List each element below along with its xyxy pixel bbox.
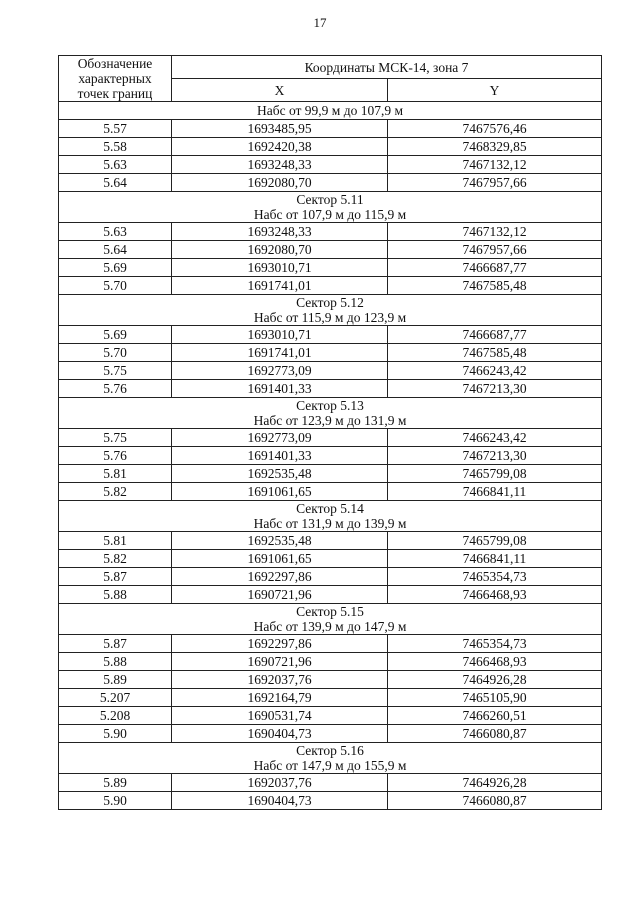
x-coordinate-cell: 1692037,76 xyxy=(172,774,388,792)
section-header-cell xyxy=(59,192,602,223)
section-header-row xyxy=(59,604,602,635)
x-coordinate-cell: 1691741,01 xyxy=(172,344,388,362)
y-coordinate-cell: 7466468,93 xyxy=(388,586,602,604)
coordinates-table xyxy=(58,55,602,810)
height-range: Набс от 99,9 м до 107,9 м xyxy=(256,103,404,118)
point-cell: 5.87 xyxy=(59,568,172,586)
point-cell: 5.89 xyxy=(59,671,172,689)
table-row xyxy=(59,447,602,465)
x-coordinate-cell: 1690531,74 xyxy=(172,707,388,725)
x-coordinate-cell: 1693485,95 xyxy=(172,120,388,138)
point-cell: 5.75 xyxy=(59,362,172,380)
point-cell: 5.87 xyxy=(59,635,172,653)
point-cell: 5.88 xyxy=(59,586,172,604)
y-coordinate-cell: 7467957,66 xyxy=(388,241,602,259)
y-coordinate-cell: 7466687,77 xyxy=(388,326,602,344)
table-row xyxy=(59,362,602,380)
y-coordinate-cell: 7464926,28 xyxy=(388,774,602,792)
sector-title: Сектор 5.13 xyxy=(296,398,364,413)
point-cell: 5.75 xyxy=(59,429,172,447)
x-coordinate-cell: 1692080,70 xyxy=(172,241,388,259)
y-column-header: Y xyxy=(388,79,602,102)
y-coordinate-cell: 7466260,51 xyxy=(388,707,602,725)
x-coordinate-cell: 1690404,73 xyxy=(172,725,388,743)
table-row xyxy=(59,725,602,743)
y-coordinate-cell: 7467213,30 xyxy=(388,447,602,465)
point-cell: 5.70 xyxy=(59,277,172,295)
x-coordinate-cell: 1692297,86 xyxy=(172,635,388,653)
table-row xyxy=(59,241,602,259)
section-header-cell xyxy=(59,501,602,532)
y-coordinate-cell: 7465354,73 xyxy=(388,568,602,586)
point-cell: 5.58 xyxy=(59,138,172,156)
table-body xyxy=(59,102,602,810)
x-coordinate-cell: 1691401,33 xyxy=(172,447,388,465)
x-coordinate-cell: 1692037,76 xyxy=(172,671,388,689)
sector-title: Сектор 5.15 xyxy=(296,604,364,619)
x-coordinate-cell: 1691061,65 xyxy=(172,550,388,568)
point-cell: 5.69 xyxy=(59,259,172,277)
y-coordinate-cell: 7466841,11 xyxy=(388,483,602,501)
point-cell: 5.70 xyxy=(59,344,172,362)
y-coordinate-cell: 7466080,87 xyxy=(388,725,602,743)
y-coordinate-cell: 7466468,93 xyxy=(388,653,602,671)
point-cell: 5.89 xyxy=(59,774,172,792)
point-cell: 5.64 xyxy=(59,174,172,192)
x-coordinate-cell: 1693248,33 xyxy=(172,156,388,174)
x-coordinate-cell: 1692297,86 xyxy=(172,568,388,586)
y-coordinate-cell: 7466243,42 xyxy=(388,362,602,380)
y-coordinate-cell: 7467576,46 xyxy=(388,120,602,138)
section-header-row xyxy=(59,102,602,120)
point-cell: 5.81 xyxy=(59,465,172,483)
section-header-row xyxy=(59,398,602,429)
sector-title: Сектор 5.14 xyxy=(296,501,364,516)
y-coordinate-cell: 7468329,85 xyxy=(388,138,602,156)
sector-title: Сектор 5.11 xyxy=(296,192,364,207)
point-cell: 5.82 xyxy=(59,550,172,568)
y-coordinate-cell: 7465799,08 xyxy=(388,465,602,483)
table-row xyxy=(59,653,602,671)
x-coordinate-cell: 1693010,71 xyxy=(172,326,388,344)
table-row xyxy=(59,465,602,483)
x-coordinate-cell: 1693248,33 xyxy=(172,223,388,241)
x-coordinate-cell: 1692420,38 xyxy=(172,138,388,156)
sector-title: Сектор 5.16 xyxy=(296,743,364,758)
point-cell: 5.208 xyxy=(59,707,172,725)
table-row xyxy=(59,120,602,138)
section-header-row xyxy=(59,295,602,326)
point-cell: 5.63 xyxy=(59,223,172,241)
point-cell: 5.82 xyxy=(59,483,172,501)
table-row xyxy=(59,568,602,586)
point-column-header: Обозначение характерных точек границ xyxy=(59,56,172,102)
table-row xyxy=(59,671,602,689)
point-cell: 5.57 xyxy=(59,120,172,138)
table-row xyxy=(59,429,602,447)
table-row xyxy=(59,707,602,725)
table-row xyxy=(59,326,602,344)
page-number: 17 xyxy=(313,15,327,30)
y-coordinate-cell: 7467132,12 xyxy=(388,223,602,241)
section-header-cell xyxy=(59,398,602,429)
x-coordinate-cell: 1692164,79 xyxy=(172,689,388,707)
table-row xyxy=(59,277,602,295)
point-cell: 5.76 xyxy=(59,380,172,398)
table-row xyxy=(59,635,602,653)
table-row xyxy=(59,586,602,604)
section-header-cell xyxy=(59,743,602,774)
point-cell: 5.88 xyxy=(59,653,172,671)
x-coordinate-cell: 1692535,48 xyxy=(172,532,388,550)
point-cell: 5.64 xyxy=(59,241,172,259)
x-coordinate-cell: 1690404,73 xyxy=(172,792,388,810)
table-header xyxy=(59,56,602,102)
point-cell: 5.90 xyxy=(59,792,172,810)
x-coordinate-cell: 1693010,71 xyxy=(172,259,388,277)
x-coordinate-cell: 1692080,70 xyxy=(172,174,388,192)
y-coordinate-cell: 7465799,08 xyxy=(388,532,602,550)
table-row xyxy=(59,223,602,241)
height-range: Набс от 131,9 м до 139,9 м xyxy=(253,516,407,531)
x-coordinate-cell: 1692535,48 xyxy=(172,465,388,483)
table-row xyxy=(59,174,602,192)
section-header-row xyxy=(59,743,602,774)
table-row xyxy=(59,532,602,550)
point-cell: 5.90 xyxy=(59,725,172,743)
table-row xyxy=(59,550,602,568)
x-coordinate-cell: 1692773,09 xyxy=(172,429,388,447)
height-range: Набс от 139,9 м до 147,9 м xyxy=(253,619,407,634)
y-coordinate-cell: 7466243,42 xyxy=(388,429,602,447)
x-coordinate-cell: 1692773,09 xyxy=(172,362,388,380)
height-range: Набс от 115,9 м до 123,9 м xyxy=(253,310,407,325)
point-cell: 5.76 xyxy=(59,447,172,465)
height-range: Набс от 107,9 м до 115,9 м xyxy=(253,207,407,222)
point-cell: 5.69 xyxy=(59,326,172,344)
table-row xyxy=(59,156,602,174)
table-row xyxy=(59,344,602,362)
y-coordinate-cell: 7464926,28 xyxy=(388,671,602,689)
y-coordinate-cell: 7466841,11 xyxy=(388,550,602,568)
height-range: Набс от 123,9 м до 131,9 м xyxy=(253,413,407,428)
point-cell: 5.63 xyxy=(59,156,172,174)
x-coordinate-cell: 1690721,96 xyxy=(172,586,388,604)
y-coordinate-cell: 7467213,30 xyxy=(388,380,602,398)
section-header-cell xyxy=(59,295,602,326)
coordinates-title: Координаты МСК-14, зона 7 xyxy=(172,56,602,79)
x-coordinate-cell: 1690721,96 xyxy=(172,653,388,671)
table-row xyxy=(59,380,602,398)
section-header-cell xyxy=(59,604,602,635)
table-row xyxy=(59,259,602,277)
section-header-row xyxy=(59,192,602,223)
x-column-header: X xyxy=(172,79,388,102)
table-row xyxy=(59,774,602,792)
y-coordinate-cell: 7465105,90 xyxy=(388,689,602,707)
y-coordinate-cell: 7465354,73 xyxy=(388,635,602,653)
section-header-row xyxy=(59,501,602,532)
table-row xyxy=(59,792,602,810)
sector-title: Сектор 5.12 xyxy=(296,295,364,310)
y-coordinate-cell: 7467957,66 xyxy=(388,174,602,192)
y-coordinate-cell: 7466080,87 xyxy=(388,792,602,810)
y-coordinate-cell: 7467585,48 xyxy=(388,344,602,362)
table-row xyxy=(59,689,602,707)
table-row xyxy=(59,138,602,156)
y-coordinate-cell: 7466687,77 xyxy=(388,259,602,277)
height-range: Набс от 147,9 м до 155,9 м xyxy=(253,758,407,773)
y-coordinate-cell: 7467132,12 xyxy=(388,156,602,174)
x-coordinate-cell: 1691401,33 xyxy=(172,380,388,398)
table-row xyxy=(59,483,602,501)
point-cell: 5.81 xyxy=(59,532,172,550)
y-coordinate-cell: 7467585,48 xyxy=(388,277,602,295)
x-coordinate-cell: 1691061,65 xyxy=(172,483,388,501)
x-coordinate-cell: 1691741,01 xyxy=(172,277,388,295)
section-header-cell xyxy=(59,102,602,120)
point-cell: 5.207 xyxy=(59,689,172,707)
